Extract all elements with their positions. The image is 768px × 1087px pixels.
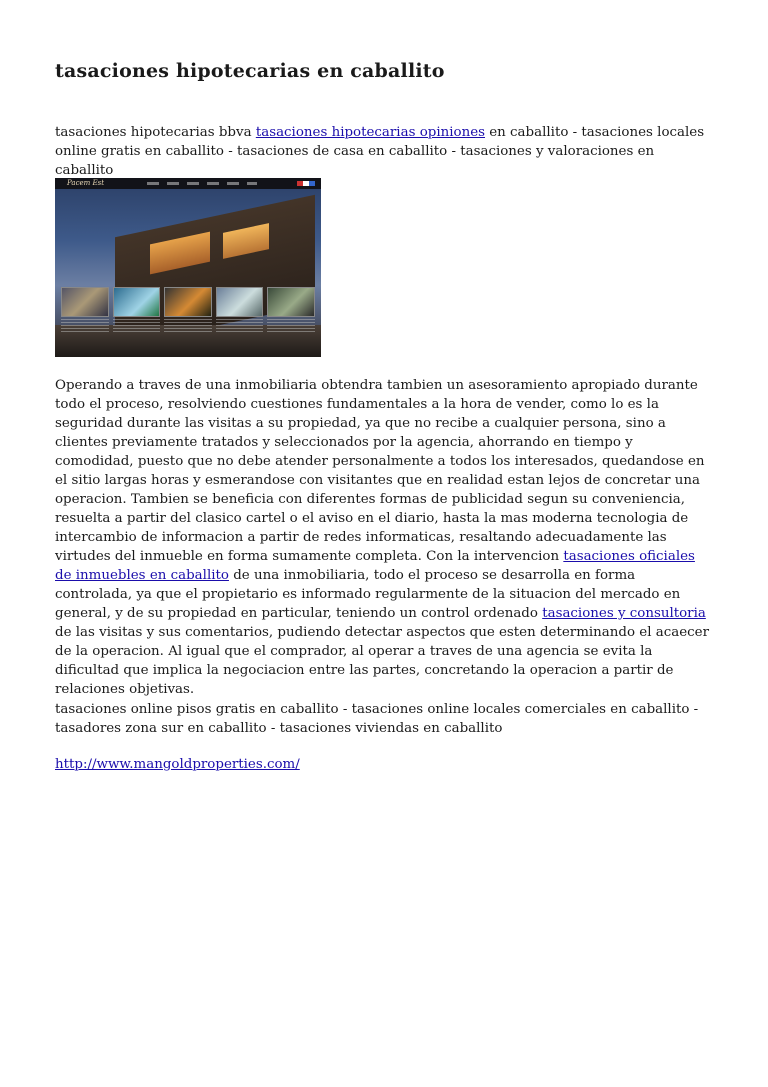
- caption: [267, 319, 315, 333]
- intro-text-before: tasaciones hipotecarias bbva: [55, 125, 256, 140]
- flag-icon: [297, 181, 315, 186]
- property-thumbnail: [61, 287, 109, 317]
- caption: [61, 319, 109, 333]
- body-paragraph: [55, 376, 715, 699]
- caption: [164, 319, 212, 333]
- caption: [216, 319, 264, 333]
- property-thumbnail: [216, 287, 264, 317]
- body-text-1: Operando a traves de una inmobiliaria obtendra tambien un asesoramiento apropiado durante todo el proceso, resolviendo cuestiones fundamentales a la hora de vender, como lo es la seguridad durante las visitas a su propiedad, ya que no recibe a cualquier persona, sino a clientes previamente tratados y seleccionados por la agencia, ahorrando en tiempo y comodidad, puesto que no debe atender personalmente a todos los interesados, quedandose en el sitio largas horas y esmerandose con visitantes que en realidad estan lejos de concretar una operacion. Tambien se beneficia con diferentes formas de publicidad segun su conveniencia, resuelta a partir del clasico cartel o el aviso en el diario, hasta la mas moderna tecnologia de intercambio de informacion a partir de redes informaticas, resaltando adecuadamente las virtudes del inmueble en forma sumamente completa. Con la intervencion: [55, 378, 705, 564]
- intro-paragraph: [55, 123, 715, 180]
- intro-text-after: en caballito - tasaciones locales online gratis en caballito - tasaciones de casa en caballito - tasaciones y valoraciones en caballito: [55, 125, 705, 178]
- link-tasaciones-hipotecarias-opiniones[interactable]: tasaciones hipotecarias opiniones: [255, 125, 485, 140]
- link-tasaciones-oficiales[interactable]: tasaciones oficiales de inmuebles en caballito: [55, 549, 695, 583]
- house-website-image: [55, 178, 321, 357]
- link-tasaciones-consultoria[interactable]: tasaciones y consultoria: [542, 606, 706, 621]
- related-keywords: tasaciones online pisos gratis en caballito - tasaciones online locales comerciales en caballito - tasadores zona sur en caballito - tasaciones viviendas en caballito: [55, 702, 699, 736]
- property-thumbnail: [113, 287, 161, 317]
- property-thumbnails: [61, 287, 315, 317]
- property-thumbnail: [164, 287, 212, 317]
- page-title: tasaciones hipotecarias en caballito: [55, 60, 445, 82]
- thumbnail-captions: [61, 319, 315, 333]
- body-text-3: de las visitas y sus comentarios, pudiendo detectar aspectos que esten determinando el acaecer de la operacion. Al igual que el comprador, al operar a traves de una agencia se evita la dificultad que implica la negociacion entre las partes, concretando la operacion a partir de relaciones objetivas.: [55, 625, 709, 697]
- property-thumbnail: [267, 287, 315, 317]
- source-paragraph: [55, 755, 715, 774]
- image-menu-bar: [147, 182, 257, 185]
- source-link[interactable]: http://www.mangoldproperties.com/: [55, 757, 300, 772]
- body-text-2: de una inmobiliaria, todo el proceso se desarrolla en forma controlada, ya que el propietario es informado regularmente de la situacion del mercado en general, y de su propiedad en particular, teniendo un control ordenado: [55, 568, 681, 621]
- caption: [113, 319, 161, 333]
- image-logo-text: Pacem Est: [67, 179, 105, 187]
